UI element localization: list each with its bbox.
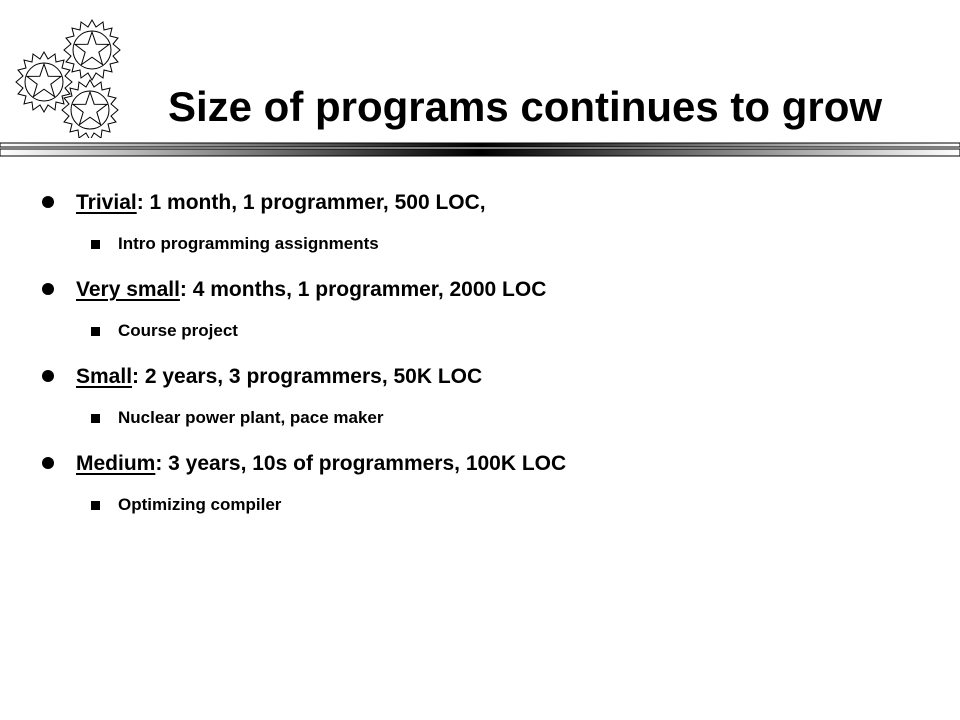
item-term: Very small bbox=[76, 278, 180, 301]
list-item bbox=[0, 271, 960, 315]
round-bullet-icon bbox=[42, 283, 54, 295]
list-item bbox=[0, 358, 960, 402]
sub-item-text: Intro programming assignments bbox=[118, 234, 379, 253]
square-bullet-icon bbox=[91, 501, 100, 510]
sub-item-text: Nuclear power plant, pace maker bbox=[118, 408, 384, 427]
bullet-list bbox=[0, 184, 960, 532]
star-inner bbox=[75, 32, 109, 65]
stars-cluster-icon bbox=[6, 12, 126, 138]
square-bullet-icon bbox=[91, 240, 100, 249]
item-term: Small bbox=[76, 365, 133, 388]
sub-list-item bbox=[0, 402, 960, 445]
square-bullet-icon bbox=[91, 414, 100, 423]
sub-list-item bbox=[0, 489, 960, 532]
item-text bbox=[76, 449, 566, 479]
item-term: Medium bbox=[76, 452, 156, 475]
item-text bbox=[76, 275, 546, 305]
round-bullet-icon bbox=[42, 457, 54, 469]
round-bullet-icon bbox=[42, 196, 54, 208]
sub-list-item bbox=[0, 315, 960, 358]
square-bullet-icon bbox=[91, 327, 100, 336]
item-term: Trivial bbox=[76, 191, 137, 214]
list-item bbox=[0, 184, 960, 228]
item-detail: : 1 month, 1 programmer, 500 LOC, bbox=[136, 191, 486, 214]
title-divider bbox=[0, 140, 960, 160]
item-text bbox=[76, 362, 482, 392]
item-detail: : 4 months, 1 programmer, 2000 LOC bbox=[179, 278, 547, 301]
sub-item-text: Course project bbox=[118, 321, 238, 340]
sub-item-text: Optimizing compiler bbox=[118, 495, 282, 514]
star-burst-outer bbox=[64, 20, 120, 80]
item-detail: : 3 years, 10s of programmers, 100K LOC bbox=[155, 452, 567, 475]
list-item bbox=[0, 445, 960, 489]
item-detail: : 2 years, 3 programmers, 50K LOC bbox=[132, 365, 483, 388]
item-text bbox=[76, 188, 486, 218]
slide-title: Size of programs continues to grow bbox=[167, 83, 883, 130]
sub-list-item bbox=[0, 228, 960, 271]
round-bullet-icon bbox=[42, 370, 54, 382]
